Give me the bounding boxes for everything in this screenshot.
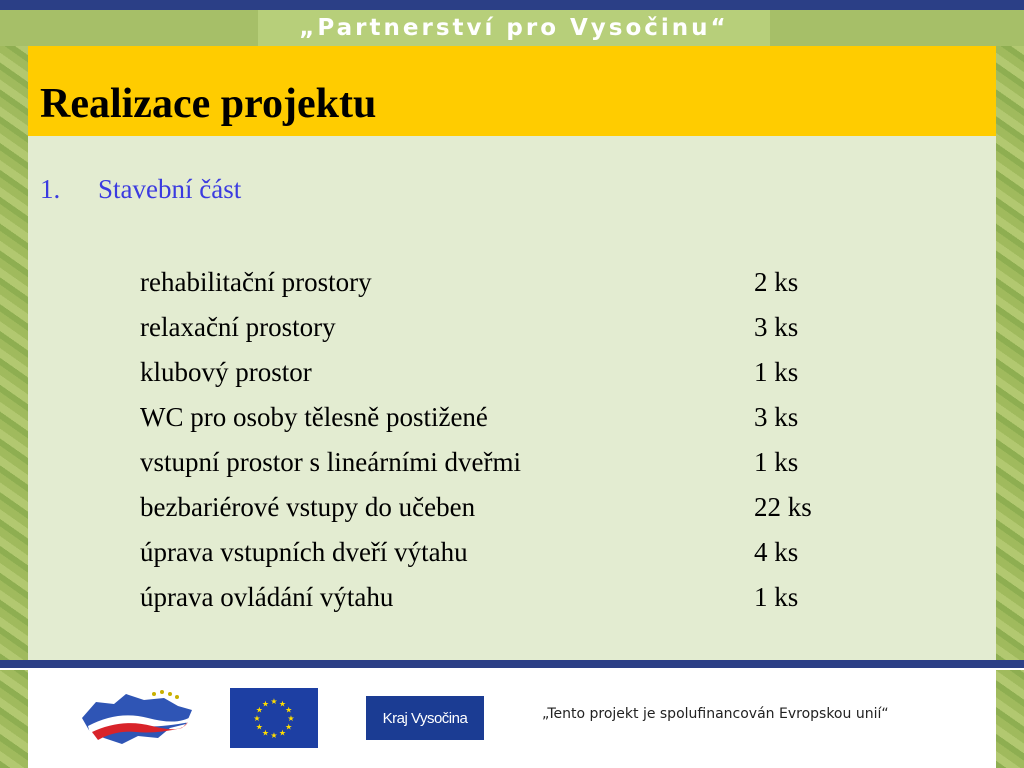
kraj-vysocina-logo: Kraj Vysočina xyxy=(366,696,484,740)
items-list xyxy=(140,260,900,620)
eu-star-icon: ★ xyxy=(285,722,293,732)
slide-body xyxy=(28,46,996,660)
top-rule xyxy=(0,0,1024,10)
title-bar xyxy=(28,46,996,136)
item-name: rehabilitační prostory xyxy=(140,267,372,297)
list-item xyxy=(140,575,900,620)
list-item xyxy=(140,485,900,530)
item-name: WC pro osoby tělesně postižené xyxy=(140,402,488,432)
item-quantity: 22 ks xyxy=(754,492,812,522)
footer xyxy=(28,670,996,768)
cofinancing-note: „Tento projekt je spolufinancován Evropskou unií“ xyxy=(542,706,889,722)
section-title: Stavební část xyxy=(98,174,242,204)
item-quantity: 3 ks xyxy=(754,312,799,342)
item-quantity: 3 ks xyxy=(754,402,799,432)
eu-star-icon: ★ xyxy=(270,697,278,706)
section-heading xyxy=(40,172,241,206)
item-name: úprava ovládání výtahu xyxy=(140,582,394,612)
item-quantity: 4 ks xyxy=(754,537,799,567)
eu-star-icon: ★ xyxy=(285,705,293,715)
item-quantity: 1 ks xyxy=(754,447,799,477)
item-name: úprava vstupních dveří výtahu xyxy=(140,537,468,567)
item-quantity: 1 ks xyxy=(754,582,799,612)
list-item xyxy=(140,260,900,305)
list-item xyxy=(140,350,900,395)
list-item xyxy=(140,305,900,350)
item-quantity: 2 ks xyxy=(754,267,799,297)
item-quantity: 1 ks xyxy=(754,357,799,387)
eu-star-icon: ★ xyxy=(253,714,261,723)
list-item xyxy=(140,440,900,485)
item-name: relaxační prostory xyxy=(140,312,336,342)
eu-star-icon: ★ xyxy=(255,722,263,732)
czech-map-logo-icon xyxy=(78,688,196,750)
section-number: 1. xyxy=(40,174,61,204)
eu-star-icon: ★ xyxy=(278,699,287,709)
page-title: Realizace projektu xyxy=(40,81,377,127)
eu-star-icon: ★ xyxy=(270,731,278,740)
list-item xyxy=(140,395,900,440)
eu-star-icon: ★ xyxy=(261,699,270,709)
leaf-border-right xyxy=(996,0,1024,768)
item-name: klubový prostor xyxy=(140,357,312,387)
eu-flag-icon xyxy=(230,688,318,748)
header-banner: „Partnerství pro Vysočinu“ xyxy=(258,10,770,46)
bottom-rule xyxy=(0,660,1024,668)
eu-star-icon: ★ xyxy=(287,714,295,723)
eu-star-icon: ★ xyxy=(255,705,263,715)
item-name: bezbariérové vstupy do učeben xyxy=(140,492,476,522)
leaf-border-left xyxy=(0,0,28,768)
list-item xyxy=(140,530,900,575)
eu-star-icon: ★ xyxy=(261,728,270,738)
eu-star-icon: ★ xyxy=(278,728,287,738)
item-name: vstupní prostor s lineárními dveřmi xyxy=(140,447,521,477)
